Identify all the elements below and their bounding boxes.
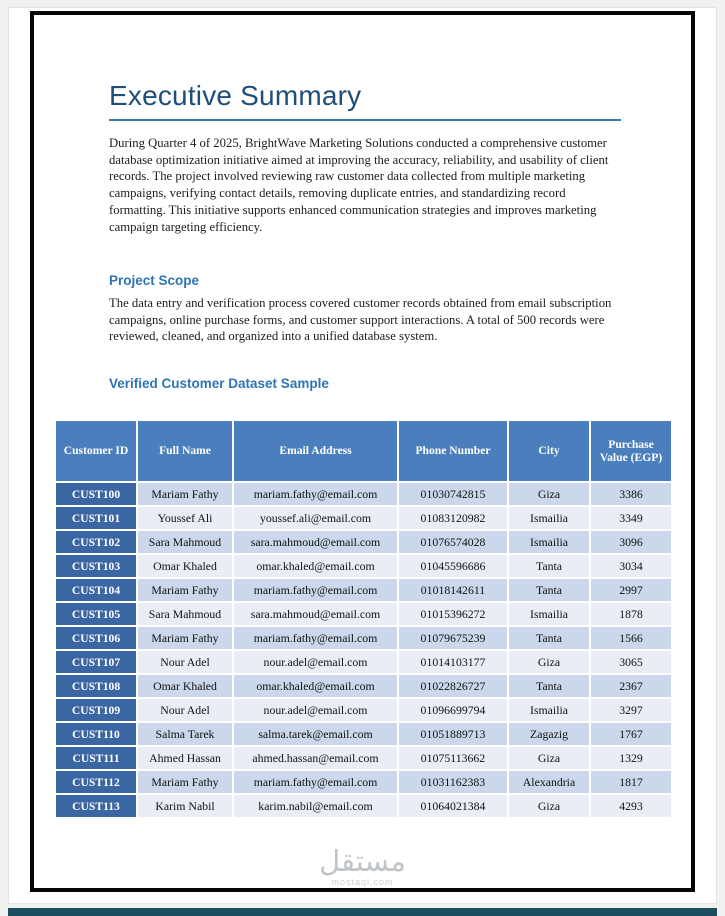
cell-city: Tanta bbox=[508, 554, 590, 578]
cell-purchase-value: 1329 bbox=[590, 746, 672, 770]
cell-email-address: sara.mahmoud@email.com bbox=[233, 530, 398, 554]
table-row bbox=[55, 578, 672, 602]
cell-city: Tanta bbox=[508, 626, 590, 650]
cell-full-name: Karim Nabil bbox=[137, 794, 233, 818]
customer-table-body bbox=[55, 482, 672, 818]
header-full-name: Full Name bbox=[137, 420, 233, 482]
cell-phone-number: 01014103177 bbox=[398, 650, 508, 674]
intro-paragraph: During Quarter 4 of 2025, BrightWave Marketing Solutions conducted a comprehensive customer database optimization initiative aimed at improving the accuracy, reliability, and usability of client records. The project involved reviewing raw customer data collected from multiple marketing campaigns, verifying contact details, removing duplicate entries, and standardizing record formatting. This initiative supports enhanced communication strategies and improves marketing campaign targeting efficiency. bbox=[109, 136, 609, 234]
heading-project-scope: Project Scope bbox=[109, 273, 200, 288]
cell-city: Ismailia bbox=[508, 506, 590, 530]
cell-customer-id: CUST106 bbox=[55, 626, 137, 650]
customer-table bbox=[54, 419, 673, 819]
cell-full-name: Mariam Fathy bbox=[137, 770, 233, 794]
cell-purchase-value: 2997 bbox=[590, 578, 672, 602]
table-row bbox=[55, 554, 672, 578]
cell-phone-number: 01079675239 bbox=[398, 626, 508, 650]
table-row bbox=[55, 746, 672, 770]
cell-phone-number: 01015396272 bbox=[398, 602, 508, 626]
table-row bbox=[55, 482, 672, 506]
cell-customer-id: CUST100 bbox=[55, 482, 137, 506]
cell-purchase-value: 3349 bbox=[590, 506, 672, 530]
cell-city: Giza bbox=[508, 746, 590, 770]
cell-purchase-value: 3065 bbox=[590, 650, 672, 674]
table-row bbox=[55, 770, 672, 794]
cell-email-address: mariam.fathy@email.com bbox=[233, 770, 398, 794]
table-row bbox=[55, 698, 672, 722]
cell-email-address: mariam.fathy@email.com bbox=[233, 482, 398, 506]
cell-email-address: nour.adel@email.com bbox=[233, 698, 398, 722]
cell-email-address: mariam.fathy@email.com bbox=[233, 578, 398, 602]
cell-customer-id: CUST104 bbox=[55, 578, 137, 602]
header-phone-number: Phone Number bbox=[398, 420, 508, 482]
cell-city: Ismailia bbox=[508, 602, 590, 626]
header-customer-id: Customer ID bbox=[55, 420, 137, 482]
header-row bbox=[55, 420, 672, 482]
cell-purchase-value: 3297 bbox=[590, 698, 672, 722]
header-city: City bbox=[508, 420, 590, 482]
cell-city: Tanta bbox=[508, 578, 590, 602]
cell-phone-number: 01022826727 bbox=[398, 674, 508, 698]
table-row bbox=[55, 794, 672, 818]
cell-phone-number: 01018142611 bbox=[398, 578, 508, 602]
cell-city: Tanta bbox=[508, 674, 590, 698]
cell-phone-number: 01083120982 bbox=[398, 506, 508, 530]
table-row bbox=[55, 506, 672, 530]
cell-city: Alexandria bbox=[508, 770, 590, 794]
cell-phone-number: 01031162383 bbox=[398, 770, 508, 794]
header-email-address: Email Address bbox=[233, 420, 398, 482]
cell-customer-id: CUST112 bbox=[55, 770, 137, 794]
cell-email-address: omar.khaled@email.com bbox=[233, 554, 398, 578]
customer-table-header bbox=[55, 420, 672, 482]
cell-email-address: nour.adel@email.com bbox=[233, 650, 398, 674]
cell-city: Zagazig bbox=[508, 722, 590, 746]
cell-full-name: Nour Adel bbox=[137, 698, 233, 722]
cell-customer-id: CUST108 bbox=[55, 674, 137, 698]
project-scope-paragraph: The data entry and verification process covered customer records obtained from email subscription campaigns, online purchase forms, and customer support interactions. A total of 500 records were reviewed, cleaned, and organized into a unified database system. bbox=[109, 296, 612, 344]
page-title: Executive Summary bbox=[109, 80, 621, 121]
cell-full-name: Sara Mahmoud bbox=[137, 602, 233, 626]
cell-purchase-value: 1878 bbox=[590, 602, 672, 626]
cell-customer-id: CUST107 bbox=[55, 650, 137, 674]
cell-city: Giza bbox=[508, 482, 590, 506]
cell-phone-number: 01051889713 bbox=[398, 722, 508, 746]
cell-full-name: Salma Tarek bbox=[137, 722, 233, 746]
cell-phone-number: 01076574028 bbox=[398, 530, 508, 554]
cell-customer-id: CUST101 bbox=[55, 506, 137, 530]
cell-full-name: Ahmed Hassan bbox=[137, 746, 233, 770]
cell-customer-id: CUST113 bbox=[55, 794, 137, 818]
cell-purchase-value: 3386 bbox=[590, 482, 672, 506]
table-row bbox=[55, 674, 672, 698]
cell-email-address: omar.khaled@email.com bbox=[233, 674, 398, 698]
cell-phone-number: 01064021384 bbox=[398, 794, 508, 818]
cell-purchase-value: 3034 bbox=[590, 554, 672, 578]
header-purchase-value: Purchase Value (EGP) bbox=[590, 420, 672, 482]
cell-full-name: Omar Khaled bbox=[137, 554, 233, 578]
cell-full-name: Nour Adel bbox=[137, 650, 233, 674]
cell-purchase-value: 1767 bbox=[590, 722, 672, 746]
table-row bbox=[55, 650, 672, 674]
cell-customer-id: CUST103 bbox=[55, 554, 137, 578]
cell-email-address: ahmed.hassan@email.com bbox=[233, 746, 398, 770]
cell-customer-id: CUST110 bbox=[55, 722, 137, 746]
cell-email-address: karim.nabil@email.com bbox=[233, 794, 398, 818]
table-row bbox=[55, 722, 672, 746]
table-row bbox=[55, 530, 672, 554]
cell-customer-id: CUST109 bbox=[55, 698, 137, 722]
cell-customer-id: CUST102 bbox=[55, 530, 137, 554]
watermark bbox=[9, 846, 716, 887]
cell-phone-number: 01096699794 bbox=[398, 698, 508, 722]
cell-full-name: Mariam Fathy bbox=[137, 578, 233, 602]
cell-customer-id: CUST105 bbox=[55, 602, 137, 626]
heading-dataset-sample: Verified Customer Dataset Sample bbox=[109, 376, 329, 391]
cell-customer-id: CUST111 bbox=[55, 746, 137, 770]
watermark-domain-text: mostaql.com bbox=[331, 877, 394, 887]
cell-phone-number: 01075113662 bbox=[398, 746, 508, 770]
cell-city: Giza bbox=[508, 650, 590, 674]
cell-full-name: Sara Mahmoud bbox=[137, 530, 233, 554]
cell-full-name: Mariam Fathy bbox=[137, 626, 233, 650]
cell-email-address: mariam.fathy@email.com bbox=[233, 626, 398, 650]
cell-email-address: sara.mahmoud@email.com bbox=[233, 602, 398, 626]
cell-email-address: youssef.ali@email.com bbox=[233, 506, 398, 530]
cell-city: Giza bbox=[508, 794, 590, 818]
table-row bbox=[55, 602, 672, 626]
cell-full-name: Omar Khaled bbox=[137, 674, 233, 698]
cell-purchase-value: 4293 bbox=[590, 794, 672, 818]
document-page bbox=[8, 7, 717, 904]
cell-purchase-value: 1566 bbox=[590, 626, 672, 650]
next-page-edge bbox=[8, 908, 717, 916]
cell-city: Ismailia bbox=[508, 530, 590, 554]
cell-phone-number: 01045596686 bbox=[398, 554, 508, 578]
cell-purchase-value: 2367 bbox=[590, 674, 672, 698]
cell-city: Ismailia bbox=[508, 698, 590, 722]
cell-full-name: Mariam Fathy bbox=[137, 482, 233, 506]
cell-phone-number: 01030742815 bbox=[398, 482, 508, 506]
cell-full-name: Youssef Ali bbox=[137, 506, 233, 530]
watermark-arabic-text: مستقل bbox=[319, 844, 406, 878]
cell-purchase-value: 1817 bbox=[590, 770, 672, 794]
cell-purchase-value: 3096 bbox=[590, 530, 672, 554]
cell-email-address: salma.tarek@email.com bbox=[233, 722, 398, 746]
table-row bbox=[55, 626, 672, 650]
